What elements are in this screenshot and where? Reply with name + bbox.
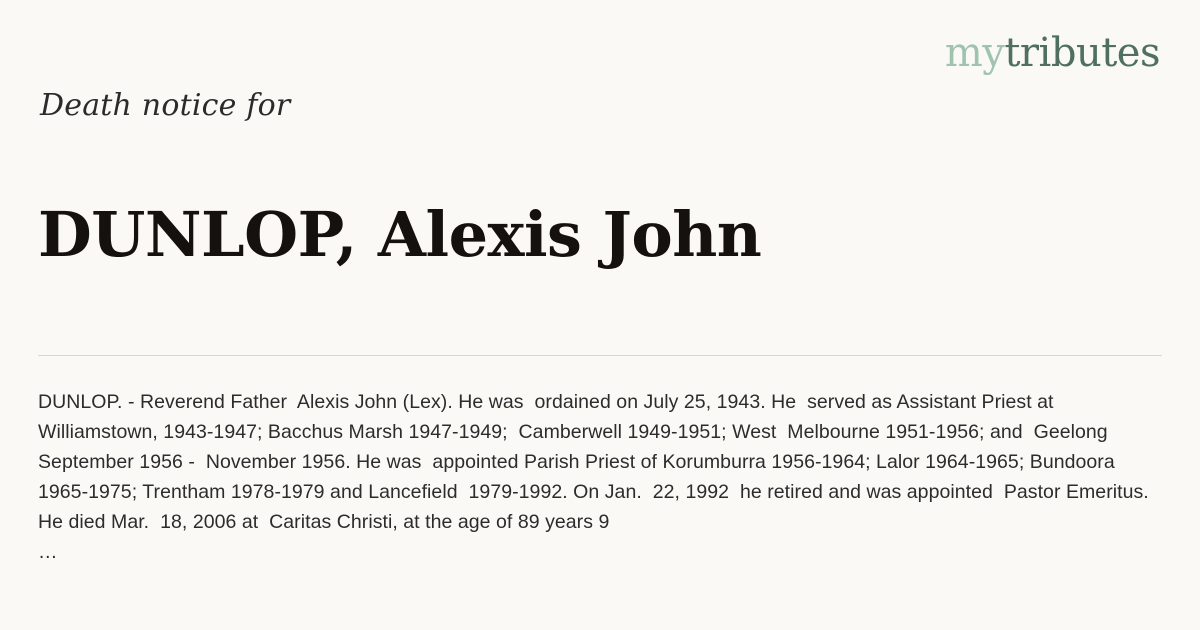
notice-body: DUNLOP. - Reverend Father Alexis John (Lex). He was ordained on July 25, 1943. He served as Assistant Priest at Williamstown, 1943-1947; Bacchus Marsh 1947-1949; Camberwell 1949-1951; West Melbourne 1951-1956; and Geelong September 1956 - November 1956. He was appointed Parish Priest of Korumburra 1956-1964; Lalor 1964-1965; Bundoora 1965-1975; Trentham 1978-1979 and Lancefield 1979-1992. On Jan. 22, 1992 he retired and was appointed Pastor Emeritus. He died Mar. 18, 2006 at Caritas Christi, at the age of 89 years 9 bbox=[38, 391, 1160, 533]
kicker-label: Death notice for bbox=[40, 88, 291, 123]
page-title: DUNLOP, Alexis John bbox=[38, 198, 762, 271]
logo-tributes-text: tributes bbox=[1004, 30, 1160, 76]
logo-my-text: my bbox=[944, 30, 1005, 76]
truncation-indicator: … bbox=[38, 541, 58, 563]
mytributes-logo[interactable] bbox=[944, 30, 1160, 76]
divider bbox=[38, 355, 1162, 356]
